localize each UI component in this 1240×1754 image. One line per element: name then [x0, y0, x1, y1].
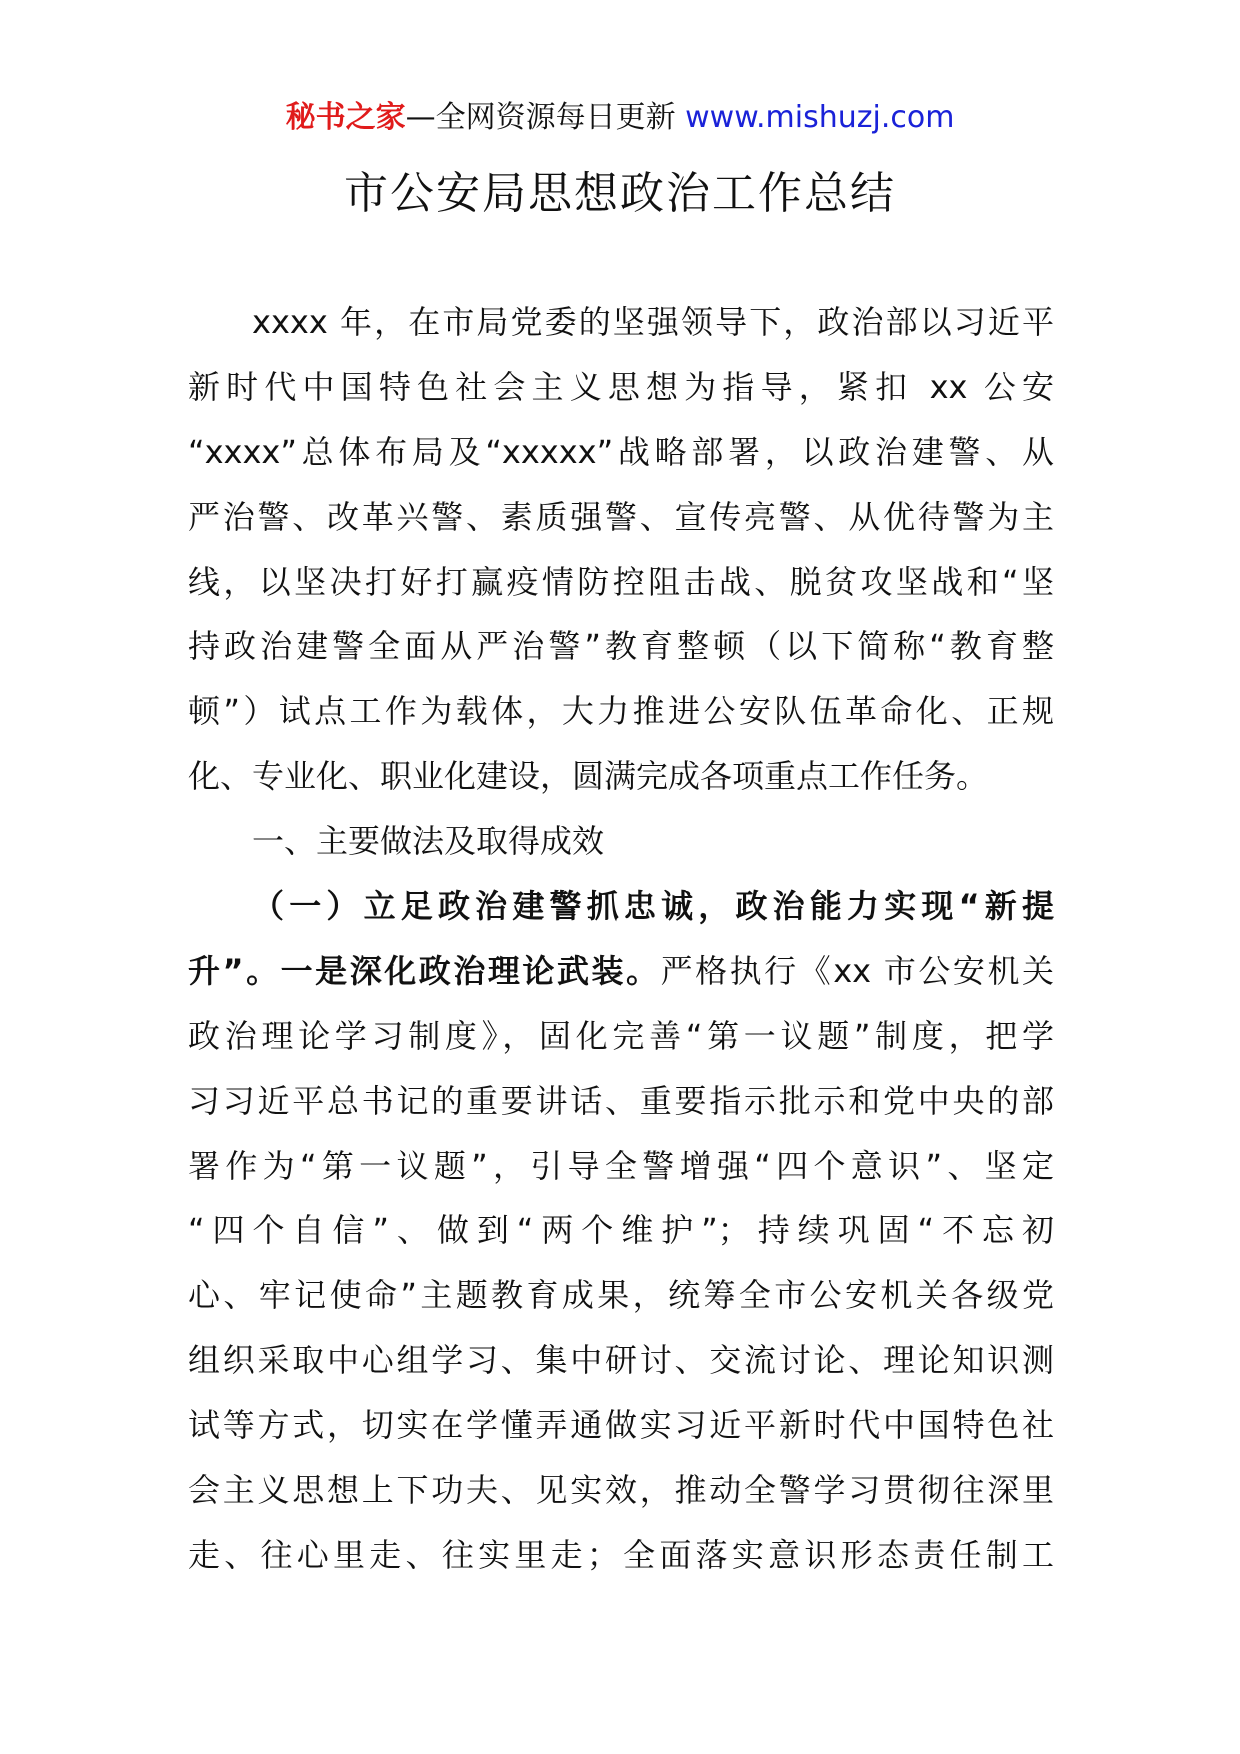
- text-line: 习习近平总书记的重要讲话、重要指示批示和党中央的部: [188, 1081, 1054, 1120]
- header-tagline: —全网资源每日更新: [405, 100, 676, 135]
- section-heading: 一、主要做法及取得成效: [252, 822, 605, 861]
- document-title: 市公安局思想政治工作总结: [344, 168, 896, 219]
- text-line: 组织采取中心组学习、集中研讨、交流讨论、理论知识测: [188, 1341, 1054, 1380]
- text-line: 政治理论学习制度》，固化完善“第一议题”制度，把学: [188, 1016, 1054, 1055]
- text-line: 新时代中国特色社会主义思想为指导，紧扣 xx 公安: [188, 367, 1054, 406]
- subsection-heading: （一）立足政治建警抓忠诚，政治能力实现“新提: [252, 887, 1054, 926]
- text-line: 顿”）试点工作为载体，大力推进公安队伍革命化、正规: [188, 692, 1054, 731]
- text-line: 试等方式，切实在学懂弄通做实习近平新时代中国特色社: [188, 1406, 1054, 1445]
- site-header: [0, 98, 1240, 138]
- text-line: 严治警、改革兴警、素质强警、宣传亮警、从优待警为主: [188, 497, 1054, 536]
- text-line: “xxxx”总体布局及“xxxxx”战略部署，以政治建警、从: [188, 432, 1054, 471]
- text-line: 会主义思想上下功夫、见实效，推动全警学习贯彻往深里: [188, 1471, 1054, 1510]
- site-url[interactable]: www.mishuzj.com: [685, 100, 955, 135]
- document-body: [188, 290, 1054, 1588]
- text-line: “四个自信”、做到“两个维护”；持续巩固“不忘初: [188, 1211, 1054, 1250]
- text-run: 严格执行《xx 市公安机关: [660, 951, 1054, 990]
- subsection-lead: 升”。一是深化政治理论武装。: [188, 951, 661, 990]
- brand-name: 秘书之家: [285, 100, 406, 135]
- text-line-mixed: [188, 939, 1054, 1004]
- text-line: 署作为“第一议题”，引导全警增强“四个意识”、坚定: [188, 1146, 1054, 1185]
- text-line: 线，以坚决打好打赢疫情防控阻击战、脱贫攻坚战和“坚: [188, 562, 1054, 601]
- text-line: xxxx 年，在市局党委的坚强领导下，政治部以习近平: [252, 303, 1054, 341]
- text-line: 走、往心里走、往实里走；全面落实意识形态责任制工: [188, 1535, 1054, 1574]
- text-line: 心、牢记使命”主题教育成果，统筹全市公安机关各级党: [188, 1276, 1054, 1315]
- text-line: 化、专业化、职业化建设，圆满完成各项重点工作任务。: [188, 757, 989, 796]
- text-line: 持政治建警全面从严治警”教育整顿（以下简称“教育整: [188, 627, 1054, 666]
